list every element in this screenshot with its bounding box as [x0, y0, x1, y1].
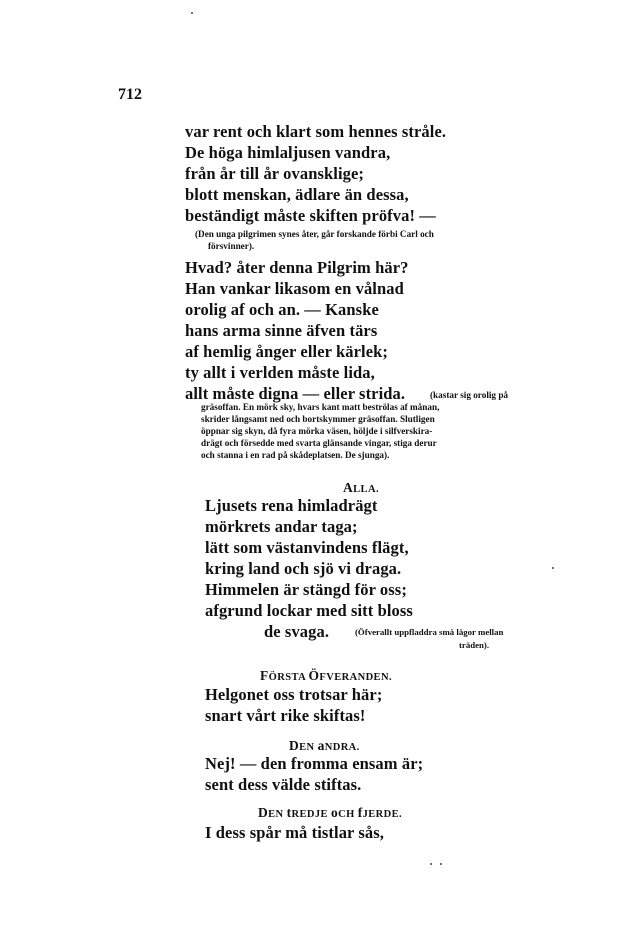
- speck: [440, 863, 442, 865]
- verse-line: kring land och sjö vi draga.: [205, 559, 402, 578]
- verse-line: beständigt måste skiften pröfva! —: [185, 206, 436, 225]
- verse-line: hans arma sinne äfven tärs: [185, 321, 378, 340]
- speaker-heading: ALLA.: [343, 480, 379, 495]
- verse-line: orolig af och an. — Kanske: [185, 300, 379, 319]
- speck: [191, 12, 193, 14]
- stage-direction: skrider långsamt ned och bortskymmer gräsoffan. Slutligen: [201, 414, 435, 424]
- speaker-heading: DEN tREDJE oCH fJERDE.: [258, 805, 403, 820]
- verse-line: snart vårt rike skiftas!: [205, 706, 366, 725]
- stage-direction: drägt och försedde med svarta glänsande vingar, stiga derur: [201, 438, 437, 448]
- verse-line: Helgonet oss trotsar här;: [205, 685, 383, 704]
- verse-line: Nej! — den fromma ensam är;: [205, 754, 424, 773]
- verse-line: Himmelen är stängd för oss;: [205, 580, 407, 599]
- verse-line: de svaga.: [264, 622, 330, 641]
- speaker-heading: FÖRSTA ÖFVERANDEN.: [260, 668, 392, 683]
- stage-direction: öppnar sig skyn, då fyra mörka väsen, höljde i silfverskira-: [201, 426, 433, 436]
- verse-line: mörkrets andar taga;: [205, 517, 358, 536]
- verse-line: afgrund lockar med sitt bloss: [205, 601, 413, 620]
- speaker-heading: DEN aNDRA.: [289, 738, 360, 753]
- verse-line: Hvad? åter denna Pilgrim här?: [185, 258, 409, 277]
- speck: [552, 567, 554, 569]
- stage-direction: försvinner).: [208, 241, 255, 251]
- verse-line: från år till år ovansklige;: [185, 164, 365, 183]
- verse-line: af hemlig ånger eller kärlek;: [185, 342, 389, 361]
- verse-line: Han vankar likasom en vålnad: [185, 279, 404, 298]
- verse-line: ty allt i verlden måste lida,: [185, 363, 375, 382]
- verse-line: sent dess välde stiftas.: [205, 775, 362, 794]
- verse-line: I dess spår må tistlar sås,: [205, 823, 385, 842]
- verse-line: blott menskan, ädlare än dessa,: [185, 185, 409, 204]
- stage-direction: och stanna i en rad på skådeplatsen. De sjunga).: [201, 450, 390, 460]
- stage-direction: gräsoffan. En mörk sky, hvars kant matt beströlas af månan,: [201, 402, 440, 412]
- verse-line: Ljusets rena himladrägt: [205, 496, 378, 515]
- stage-direction: (Den unga pilgrimen synes åter, går forskande förbi Carl och: [195, 229, 434, 239]
- page-number: 712: [118, 86, 142, 103]
- verse-line: var rent och klart som hennes stråle.: [185, 122, 447, 141]
- speck: [430, 863, 432, 865]
- stage-direction: (kastar sig orolig på: [430, 390, 509, 400]
- verse-line: De höga himlaljusen vandra,: [185, 143, 391, 162]
- stage-direction: (Öfverallt uppfladdra små lågor mellan: [355, 627, 504, 637]
- verse-line: lätt som västanvindens flägt,: [205, 538, 409, 557]
- stage-direction: träden).: [459, 640, 490, 650]
- verse-line: allt måste digna — eller strida.: [185, 384, 406, 403]
